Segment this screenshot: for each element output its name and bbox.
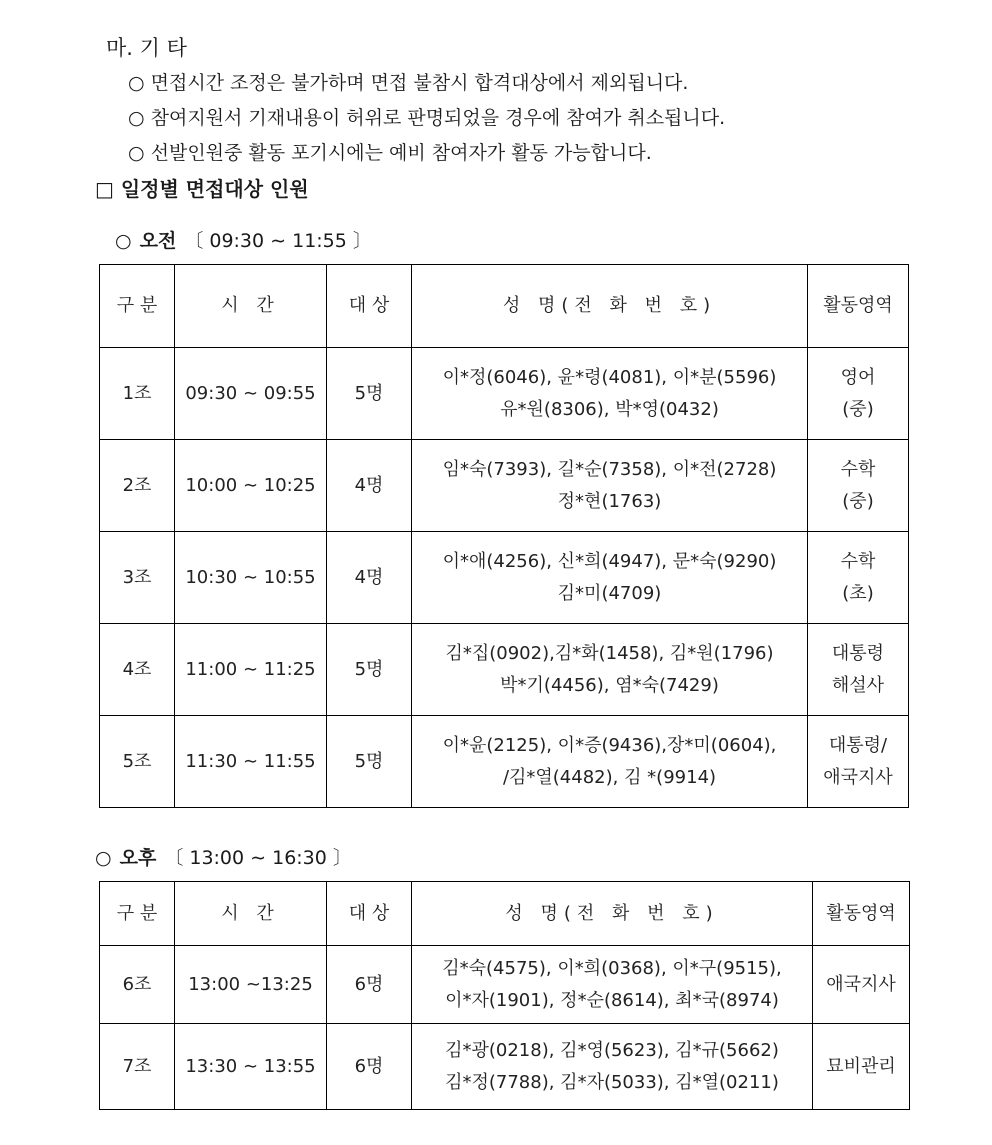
header-names: 성 명(전 화 번 호): [412, 265, 808, 348]
morning-table: [99, 264, 909, 808]
table-row: [100, 716, 909, 808]
notice-item: ○ 면접시간 조정은 불가하며 면접 불참시 합격대상에서 제외됩니다.: [128, 72, 689, 94]
names-line: 이*자(1901), 정*순(8614), 최*국(8974): [445, 989, 779, 1011]
group-cell: 4조: [100, 624, 175, 716]
names-line: 이*애(4256), 신*희(4947), 문*숙(9290): [442, 550, 777, 572]
area-line: (중): [842, 490, 874, 512]
group-cell: 7조: [100, 1024, 175, 1110]
names-line: 김*집(0902),김*화(1458), 김*원(1796): [445, 642, 774, 664]
names-line: /김*열(4482), 김 *(9914): [502, 766, 717, 788]
morning-circle: ○: [115, 230, 132, 252]
names-line: 김*광(0218), 김*영(5623), 김*규(5662): [445, 1039, 779, 1061]
header-count: 대 상: [327, 882, 412, 946]
area-line: 수학: [840, 458, 876, 480]
names-line: 이*정(6046), 윤*령(4081), 이*분(5596): [442, 366, 777, 388]
table-header-row: [100, 882, 910, 946]
count-cell: 5명: [327, 348, 412, 440]
morning-range: 〔 09:30 ∼ 11:55 〕: [184, 230, 372, 252]
time-cell: 09:30 ∼ 09:55: [175, 348, 327, 440]
table-row: [100, 1024, 910, 1110]
afternoon-table: [99, 881, 910, 1110]
area-cell: [808, 348, 909, 440]
count-cell: 5명: [327, 716, 412, 808]
table-row: [100, 532, 909, 624]
names-line: 김*정(7788), 김*자(5033), 김*열(0211): [445, 1071, 779, 1093]
notice-item: ○ 선발인원중 활동 포기시에는 예비 참여자가 활동 가능합니다.: [128, 142, 652, 164]
names-cell: [412, 440, 808, 532]
time-cell: 11:00 ∼ 11:25: [175, 624, 327, 716]
area-cell: [808, 532, 909, 624]
names-cell: [412, 532, 808, 624]
morning-label: 오전: [139, 230, 177, 252]
header-time: 시 간: [175, 882, 327, 946]
header-count: 대 상: [327, 265, 412, 348]
names-cell: [412, 348, 808, 440]
names-cell: [412, 946, 813, 1024]
area-cell: [808, 624, 909, 716]
header-area: 활동영역: [808, 265, 909, 348]
area-cell: 애국지사: [813, 946, 910, 1024]
names-cell: [412, 716, 808, 808]
header-group: 구 분: [100, 265, 175, 348]
header-time: 시 간: [175, 265, 327, 348]
morning-subtitle: [115, 226, 372, 253]
time-cell: 11:30 ∼ 11:55: [175, 716, 327, 808]
table-row: [100, 624, 909, 716]
afternoon-subtitle: [95, 843, 352, 870]
group-cell: 6조: [100, 946, 175, 1024]
afternoon-label: 오후: [119, 847, 157, 869]
area-line: 영어: [840, 366, 876, 388]
names-cell: [412, 1024, 813, 1110]
names-cell: [412, 624, 808, 716]
table-header-row: [100, 265, 909, 348]
area-line: (초): [842, 582, 874, 604]
names-line: 이*윤(2125), 이*증(9436),장*미(0604),: [442, 734, 777, 756]
header-area: 활동영역: [813, 882, 910, 946]
area-line: 대통령: [831, 642, 885, 664]
count-cell: 6명: [327, 1024, 412, 1110]
area-cell: [808, 716, 909, 808]
names-line: 정*현(1763): [557, 490, 662, 512]
group-cell: 1조: [100, 348, 175, 440]
time-cell: 13:30 ∼ 13:55: [175, 1024, 327, 1110]
section-title: 마. 기 타: [106, 36, 187, 60]
notice-item: ○ 참여지원서 기재내용이 허위로 판명되었을 경우에 참여가 취소됩니다.: [128, 107, 726, 129]
afternoon-range: 〔 13:00 ∼ 16:30 〕: [164, 847, 352, 869]
group-cell: 5조: [100, 716, 175, 808]
area-cell: 묘비관리: [813, 1024, 910, 1110]
count-cell: 4명: [327, 440, 412, 532]
time-cell: 13:00 ~13:25: [175, 946, 327, 1024]
area-line: 대통령/: [828, 734, 888, 756]
names-line: 임*숙(7393), 길*순(7358), 이*전(2728): [442, 458, 777, 480]
time-cell: 10:30 ∼ 10:55: [175, 532, 327, 624]
header-names: 성 명(전 화 번 호): [412, 882, 813, 946]
afternoon-circle: ○: [95, 847, 112, 869]
area-line: 해설사: [831, 674, 885, 696]
table-row: [100, 348, 909, 440]
count-cell: 5명: [327, 624, 412, 716]
names-line: 박*기(4456), 염*숙(7429): [500, 674, 719, 696]
count-cell: 4명: [327, 532, 412, 624]
names-line: 김*미(4709): [557, 582, 662, 604]
names-line: 김*숙(4575), 이*희(0368), 이*구(9515),: [442, 957, 782, 979]
names-line: 유*원(8306), 박*영(0432): [500, 398, 719, 420]
area-line: 애국지사: [823, 766, 893, 788]
area-cell: [808, 440, 909, 532]
area-line: 수학: [840, 550, 876, 572]
time-cell: 10:00 ∼ 10:25: [175, 440, 327, 532]
area-line: (중): [842, 398, 874, 420]
schedule-heading: □ 일정별 면접대상 인원: [95, 177, 309, 201]
group-cell: 2조: [100, 440, 175, 532]
count-cell: 6명: [327, 946, 412, 1024]
table-row: [100, 946, 910, 1024]
table-row: [100, 440, 909, 532]
group-cell: 3조: [100, 532, 175, 624]
header-group: 구 분: [100, 882, 175, 946]
